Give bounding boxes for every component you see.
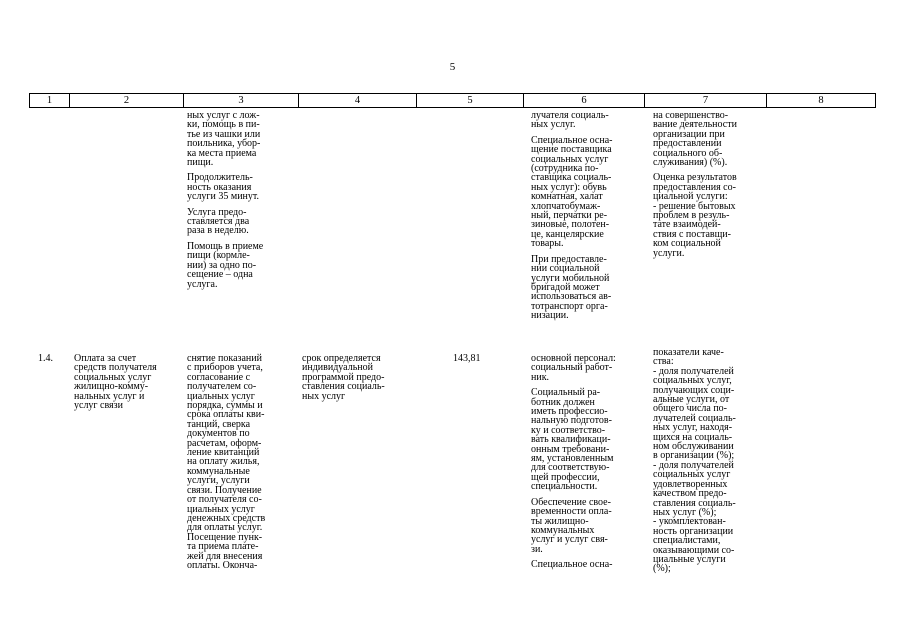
- page-number: 5: [449, 61, 456, 73]
- row-1-4-col6-p4: Специальное осна-: [531, 559, 613, 571]
- row-1-4-col6-p3: Обеспечение свое- временности опла- ты жилищно- коммунальных услуг и услуг свя- зи.: [531, 496, 612, 555]
- row-1-4-quality-indicators: показатели каче- ства: - доля получателей социальных услуг, получающих соци- альные услуги, от общего числа по- лучателей социаль- ных услуг, находя- щихся на социаль- ном обслуживании в организации (%); - доля получателей социальных услуг удовлетворенных качеством предо- ставления социаль- ных услуг (%); - укомплектован- ность организации специалистами, оказывающими со- циальные услуги (%);: [653, 347, 736, 575]
- cont-col3-p2: Продолжитель- ность оказания услуги 35 минут.: [187, 172, 260, 203]
- column-number-3: 3: [184, 94, 299, 108]
- column-number-4: 4: [299, 94, 417, 108]
- cont-col3-p3: Услуга предо- ставляется два раза в неделю.: [187, 206, 250, 237]
- cont-col6-p3: При предоставле- нии социальной услуги мобильной бригадой может использоваться ав- тотранспорт орга- низации.: [531, 253, 612, 322]
- cont-row-col6: [531, 111, 649, 321]
- row-1-4-service-name: Оплата за счет средств получателя социальных услуг жилищно-комму- нальных услуг и услуг связи: [74, 353, 157, 412]
- cont-col3-p4: Помощь в приеме пищи (кормле- нии) за одно по- сещение – одна услуга.: [187, 240, 264, 290]
- cont-col7-p2: Оценка результатов предоставления со- циальной услуги: - решение бытовых проблем в резуль- тате взаимодей- ствия с поставщи- ком социальной услуги.: [653, 172, 737, 259]
- column-number-2: 2: [70, 94, 184, 108]
- cont-col6-p1: лучателя социаль- ных услуг.: [531, 110, 609, 131]
- row-1-4-price: 143,81: [453, 353, 481, 364]
- cont-col3-p1: ных услуг с лож- ки, помощь в пи- тье из чашки или поильника, убор- ка места приема пищи.: [187, 110, 261, 169]
- row-1-4-col6-p2: Социальный ра- ботник должен иметь профессио- нальную подготов- ку и соответство- вать квалификаци- онным требовани- ям, установленным для соответствую- щей профессии, специальности.: [531, 387, 614, 493]
- row-1-4-col6: [531, 354, 649, 570]
- cont-col7-p1: на совершенство- вание деятельности организации при предоставлении социального об- служивания) (%).: [653, 110, 737, 169]
- column-number-8: 8: [767, 94, 876, 108]
- column-number-7: 7: [645, 94, 767, 108]
- row-1-4-number: 1.4.: [38, 353, 53, 364]
- row-1-4-col6-p1: основной персонал: социальный работ- ник.: [531, 353, 616, 383]
- column-number-6: 6: [524, 94, 645, 108]
- cont-col6-p2: Специальное осна- щение поставщика социальных услуг (сотрудника по- ставщика социаль- ных услуг): обувь комнатная, халат хлопчатобумаж- ный, перчатки ре- зиновые, полотен- це, канцелярские товары.: [531, 134, 613, 250]
- row-1-4-description: снятие показаний с приборов учета, согласование с получателем со- циальных услуг порядка, суммы и срока оплаты кви- танций, сверка документов по расчетам, оформ- ление квитанций на оплату жилья, коммунальные услуги, услуги связи. Получение от получателя со- циальных услуг денежных средств для оплаты услуг. Посещение пунк- та приема плате- жей для внесения оплаты. Оконча-: [187, 353, 266, 571]
- column-number-1: 1: [30, 94, 70, 108]
- row-1-4-term: срок определяется индивидуальной программой предо- ставления социаль- ных услуг: [302, 353, 385, 402]
- column-number-5: 5: [417, 94, 524, 108]
- cont-row-col7: [653, 111, 771, 258]
- column-header-row: [29, 93, 876, 108]
- cont-row-col3: [187, 111, 297, 289]
